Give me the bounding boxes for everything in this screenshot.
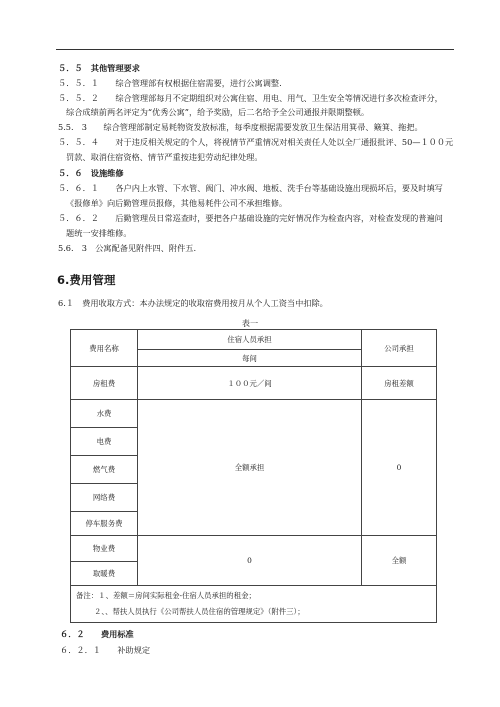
rent-staff-value: １００元／间 [138,367,362,400]
row-label-property: 物业费 [71,536,138,562]
section-5-5-heading: ５．５ 其他管理要求 [58,63,140,73]
clause-5-5-4-cont: 罚款、取消住宿资格、情节严重按违犯劳动纪律处理。 [66,152,263,162]
row-label-water: 水费 [71,400,138,428]
clause-5-5-2: ５．５．２ 综合管理部每月不定期组织对公寓住宿、用电、用气、卫生安全等情况进行多次检查评分， [58,93,443,103]
header-fee-name: 费用名称 [71,330,138,367]
mgmt-staff-value: 0 [138,536,362,586]
clause-5-5-1: ５．５．１ 综合管理部有权根据住宿需要，进行公寓调整. [58,78,282,88]
utilities-staff-value: 全额承担 [138,400,362,536]
table-notes [71,586,437,623]
fee-table [70,329,437,623]
clause-5-6-2: ５．６．２ 后勤管理员日常巡查时，要把各户基础设施的完好情况作为检查内容，对检查发现的普遍问 [58,213,443,223]
note-line-1: 备注：１、差额＝房间实际租金-住宿人员承担的租金； [76,591,256,600]
clause-6-1: 6.１ 费用收取方式：本办法规定的收取宿费用按月从个人工资当中扣除。 [58,298,328,308]
clause-5-6-1-cont: 《报修单》向后勤管理员报修，其他易耗件公司不承担维修。 [66,198,288,208]
header-per-room: 每间 [138,350,362,367]
header-staff-burden: 住宿人员承担 [138,330,362,350]
clause-5-5-3: 5.5. 3 综合管理部制定易耗物资发放标准，每季度根据需要发放卫生保洁用箕帚、簸箕、拖把。 [58,122,423,132]
clause-6-2-1: ６．２．１ 补助规定 [60,645,151,655]
header-rule [56,49,454,50]
row-label-electricity: 电费 [71,428,138,456]
mgmt-company-value: 全额 [362,536,437,586]
clause-5-5-2-cont: 综合成绩前两名评定为“优秀公寓”，给予奖励，后二名给予全公司通报并限期整顿。 [66,107,370,117]
clause-5-6-1: ５．６．１ 各户内上水管、下水管、阀门、冲水阀、地板、洗手台等基础设施出现损坏后，要及时填写 [58,183,443,193]
row-label-parking: 停车服务费 [71,512,138,536]
note-line-2: ２、、帮扶人员执行《公司帮扶人员住宿的管理规定》（附件三）； [94,607,305,616]
utilities-company-value: 0 [362,400,437,536]
row-label-gas: 燃气费 [71,456,138,484]
section-5-6-heading: ５．６ 设施维修 [58,168,124,178]
clause-5-5-4: ５．５．４ 对于违反相关规定的个人，将视情节严重情况对相关责任人处以全厂通报批评、50—１００元 [58,137,454,147]
table-caption: 表一 [241,318,259,328]
clause-5-6-3: 5.6. 3 公寓配备见附件四、附件五. [58,243,197,253]
rent-company-value: 房租差额 [362,367,437,400]
row-label-rent: 房租费 [71,367,138,400]
section-6-heading: 6.费用管理 [57,273,116,287]
section-6-2-heading: ６．２ 费用标准 [60,629,134,639]
clause-5-6-2-cont: 题统一安排维修。 [66,228,132,238]
row-label-network: 网络费 [71,484,138,512]
row-label-heating: 取暖费 [71,562,138,586]
header-company-burden: 公司承担 [362,330,437,367]
